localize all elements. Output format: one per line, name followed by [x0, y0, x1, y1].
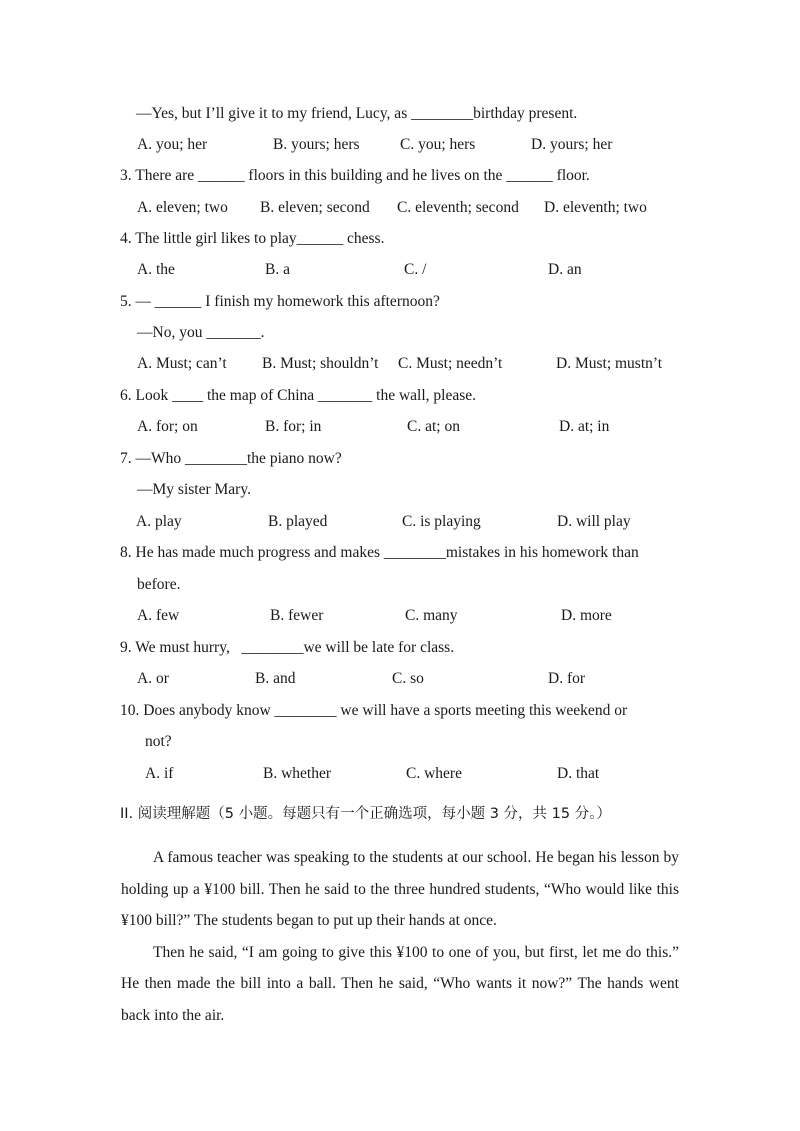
q4-option-b: B. a — [265, 261, 290, 278]
q5-text: 5. — ______ I finish my homework this afternoon? — [120, 293, 440, 310]
q8-option-d: D. more — [561, 607, 612, 624]
passage-paragraph: Then he said, “I am going to give this ¥100 to one of you, but first, let me do this.” He then made the bill into a ball. Then he said, “Who wants it now?” The hands went back into the air. — [121, 943, 679, 1024]
q10-option-d: D. that — [557, 765, 600, 782]
q7-reply: —My sister Mary. — [137, 481, 251, 498]
q7-option-a: A. play — [136, 513, 182, 530]
q6-option-c: C. at; on — [407, 418, 460, 435]
q7-option-b: B. played — [268, 513, 328, 530]
q6-option-d: D. at; in — [559, 418, 610, 435]
q4-option-d: D. an — [548, 261, 582, 278]
q3-option-b: B. eleven; second — [260, 199, 370, 216]
q7-text: 7. —Who ________the piano now? — [120, 450, 342, 467]
q4-option-c: C. / — [404, 261, 427, 278]
q2-option-d: D. yours; her — [531, 136, 613, 153]
q9-option-a: A. or — [137, 670, 169, 687]
q5-option-c: C. Must; needn’t — [398, 355, 503, 372]
q8-option-c: C. many — [405, 607, 458, 624]
q3-option-d: D. eleventh; two — [544, 199, 647, 216]
q2-option-b: B. yours; hers — [273, 136, 360, 153]
q9-text: 9. We must hurry, ________we will be late for class. — [120, 639, 455, 656]
q6-text: 6. Look ____ the map of China _______ the wall, please. — [120, 387, 477, 404]
q6-option-b: B. for; in — [265, 418, 322, 435]
q3-option-c: C. eleventh; second — [397, 199, 519, 216]
q2-reply: —Yes, but I’ll give it to my friend, Lucy, as ________birthday present. — [136, 105, 578, 122]
q9-option-d: D. for — [548, 670, 586, 687]
q2-option-c: C. you; hers — [400, 136, 476, 153]
q8-text-cont: before. — [137, 576, 181, 593]
q10-option-a: A. if — [145, 765, 174, 782]
passage-paragraph: A famous teacher was speaking to the students at our school. He began his lesson by holding up a ¥100 bill. Then he said to the three hundred students, “Who would like this ¥100 bill?” The students began to put up their hands at once. — [121, 849, 679, 929]
q8-option-a: A. few — [137, 607, 180, 624]
q7-option-d: D. will play — [557, 513, 631, 530]
q10-text-cont: not? — [145, 733, 172, 750]
q3-option-a: A. eleven; two — [137, 199, 228, 216]
q10-text: 10. Does anybody know ________ we will have a sports meeting this weekend or — [120, 702, 628, 719]
section-heading: II. 阅读理解题（5 小题。每题只有一个正确选项，每小题 3 分，共 15 分。） — [120, 806, 611, 822]
q5-option-d: D. Must; mustn’t — [556, 355, 663, 372]
q4-option-a: A. the — [137, 261, 175, 278]
reading-passage — [121, 842, 679, 1031]
q5-option-b: B. Must; shouldn’t — [262, 355, 379, 372]
q7-option-c: C. is playing — [402, 513, 481, 530]
q2-option-a: A. you; her — [137, 136, 208, 153]
q9-option-c: C. so — [392, 670, 424, 687]
q3-text: 3. There are ______ floors in this building and he lives on the ______ floor. — [120, 167, 590, 184]
q9-option-b: B. and — [255, 670, 296, 687]
q10-option-c: C. where — [406, 765, 462, 782]
q6-option-a: A. for; on — [137, 418, 198, 435]
q8-text: 8. He has made much progress and makes ________mistakes in his homework than — [120, 544, 639, 561]
q5-option-a: A. Must; can’t — [137, 355, 227, 372]
q5-reply: —No, you _______. — [137, 324, 265, 341]
q4-text: 4. The little girl likes to play______ chess. — [120, 230, 385, 247]
q10-option-b: B. whether — [263, 765, 332, 782]
q8-option-b: B. fewer — [270, 607, 324, 624]
